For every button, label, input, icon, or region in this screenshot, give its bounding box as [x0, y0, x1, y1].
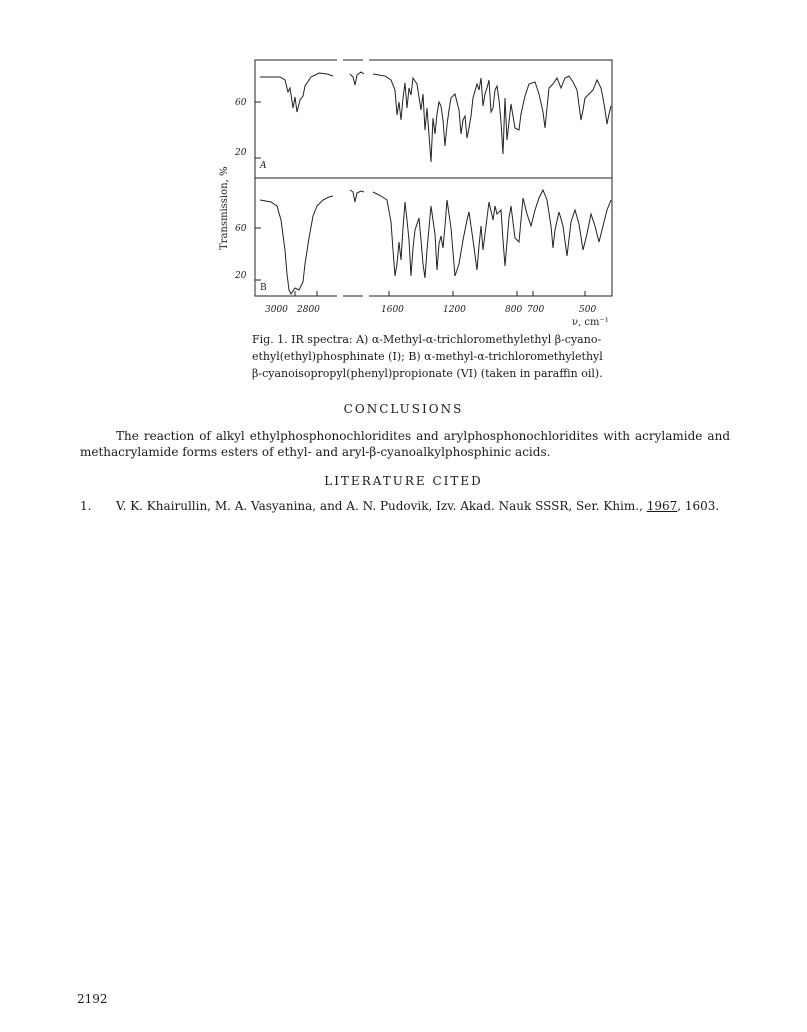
spectrum-b-curve [260, 190, 611, 294]
literature-heading: LITERATURE CITED [324, 474, 483, 488]
x-tick-1600: 1600 [381, 305, 404, 315]
y-tick-a-60: 60 [235, 98, 247, 108]
ir-spectra-figure [205, 50, 625, 330]
panel-b-label: B [260, 283, 267, 293]
panel-a-label: A [260, 161, 267, 171]
y-axis-label: Transmission, % [219, 166, 230, 250]
x-tick-700: 700 [527, 305, 545, 315]
caption-line-2: ethyl(ethyl)phosphinate (I); B) α-methyl-α-trichloromethylethyl [252, 350, 603, 363]
conclusions-text: The reaction of alkyl ethylphosphonochloridites and arylphosphonochloridites with acrylamide and methacrylamide forms esters of ethyl- and aryl-β-cyanoalkylphosphinic acids. [80, 429, 730, 459]
caption-line-1: Fig. 1. IR spectra: A) α-Methyl-α-trichloromethylethyl β-cyano- [252, 333, 602, 346]
spectrum-a-curve [260, 72, 611, 162]
reference-year: 1967 [646, 499, 678, 513]
x-tick-800: 800 [505, 305, 523, 315]
x-tick-500: 500 [579, 305, 597, 315]
figure-caption [252, 331, 632, 382]
y-tick-a-20: 20 [235, 148, 247, 158]
x-tick-2800: 2800 [297, 305, 320, 315]
reference-text [116, 498, 730, 514]
x-tick-1200: 1200 [443, 305, 466, 315]
x-tick-3000: 3000 [265, 305, 288, 315]
y-tick-b-60: 60 [235, 224, 247, 234]
y-tick-b-20: 20 [235, 271, 247, 281]
reference-pages: , 1603. [677, 499, 720, 513]
conclusions-heading: CONCLUSIONS [343, 402, 464, 416]
page-number: 2192 [77, 992, 108, 1006]
reference-number: 1. [80, 499, 92, 513]
reference-authors-source: V. K. Khairullin, M. A. Vasyanina, and A. N. Pudovik, Izv. Akad. Nauk SSSR, Ser. Khim., [116, 499, 647, 513]
x-axis-unit: ν, cm⁻¹ [572, 317, 609, 328]
caption-line-3: β-cyanoisopropyl(phenyl)propionate (VI) (taken in paraffin oil). [252, 367, 603, 380]
conclusions-paragraph [80, 428, 730, 460]
